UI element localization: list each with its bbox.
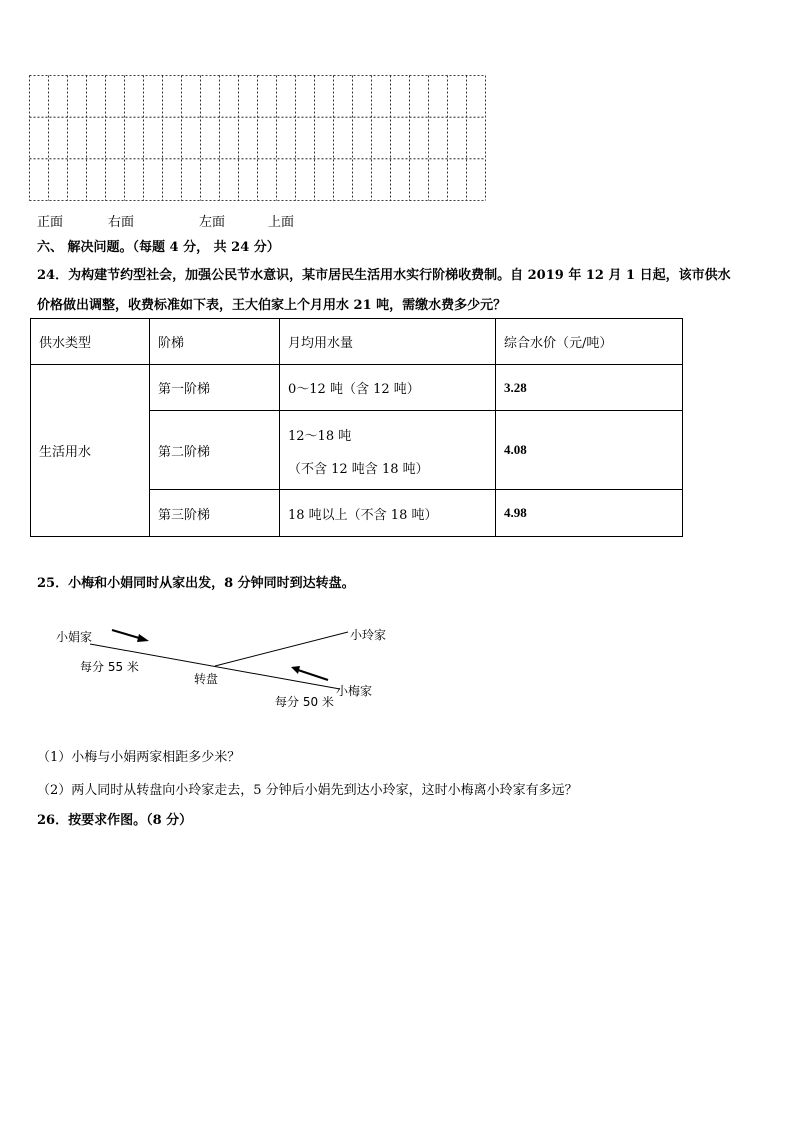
question-24-line1: 24．为构建节约型社会，加强公民节水意识，某市居民生活用水实行阶梯收费制。自 2019 年 12 月 1 日起，该市供水 [37, 268, 731, 283]
price-cell: 3.28 [496, 365, 683, 411]
price-cell: 4.08 [496, 411, 683, 490]
price-cell: 4.98 [496, 490, 683, 537]
question-25-sub1: （1）小梅与小娟两家相距多少米？ [37, 750, 241, 765]
amount-cell [280, 411, 496, 490]
view-label-left: 左面 [199, 215, 226, 230]
view-label-top: 上面 [268, 215, 295, 230]
view-label-right: 右面 [108, 215, 135, 230]
question-24-line2: 价格做出调整，收费标准如下表，王大伯家上个月用水 21 吨，需缴水费多少元？ [37, 298, 507, 313]
arrow-icon [291, 666, 328, 680]
label-speed-juan: 每分 55 米 [80, 660, 139, 674]
section-heading: 六、 解决问题。（每题 4 分， 共 24 分） [37, 240, 280, 255]
question-25: 25．小梅和小娟同时从家出发，8 分钟同时到达转盘。 [37, 576, 355, 591]
label-xiaojuan-home: 小娟家 [56, 630, 93, 644]
label-roundabout: 转盘 [194, 672, 219, 686]
header-cell: 供水类型 [31, 319, 150, 365]
label-xiaoling-home: 小玲家 [350, 628, 387, 642]
water-price-table [30, 318, 683, 537]
drawing-grid [29, 75, 486, 201]
road-to-xiaoling [215, 632, 348, 666]
route-diagram [50, 620, 420, 720]
type-cell: 生活用水 [31, 365, 150, 537]
amount-line: 12～18 吨 [288, 429, 352, 444]
tier-cell: 第一阶梯 [150, 365, 280, 411]
tier-cell: 第三阶梯 [150, 490, 280, 537]
label-xiaomei-home: 小梅家 [336, 684, 373, 698]
arrow-icon [112, 630, 149, 642]
header-cell: 综合水价（元/吨） [496, 319, 683, 365]
tier-cell: 第二阶梯 [150, 411, 280, 490]
amount-cell: 18 吨以上（不含 18 吨） [280, 490, 496, 537]
table-row [31, 365, 683, 411]
header-cell: 月均用水量 [280, 319, 496, 365]
view-label-front: 正面 [37, 215, 64, 230]
amount-note: （不含 12 吨含 18 吨） [288, 462, 429, 477]
amount-cell: 0～12 吨（含 12 吨） [280, 365, 496, 411]
header-cell: 阶梯 [150, 319, 280, 365]
question-25-sub2: （2）两人同时从转盘向小玲家走去，5 分钟后小娟先到达小玲家，这时小梅离小玲家有多远？ [37, 783, 578, 798]
label-speed-mei: 每分 50 米 [275, 695, 334, 709]
question-26: 26．按要求作图。（8 分） [37, 813, 193, 828]
table-header-row [31, 319, 683, 365]
